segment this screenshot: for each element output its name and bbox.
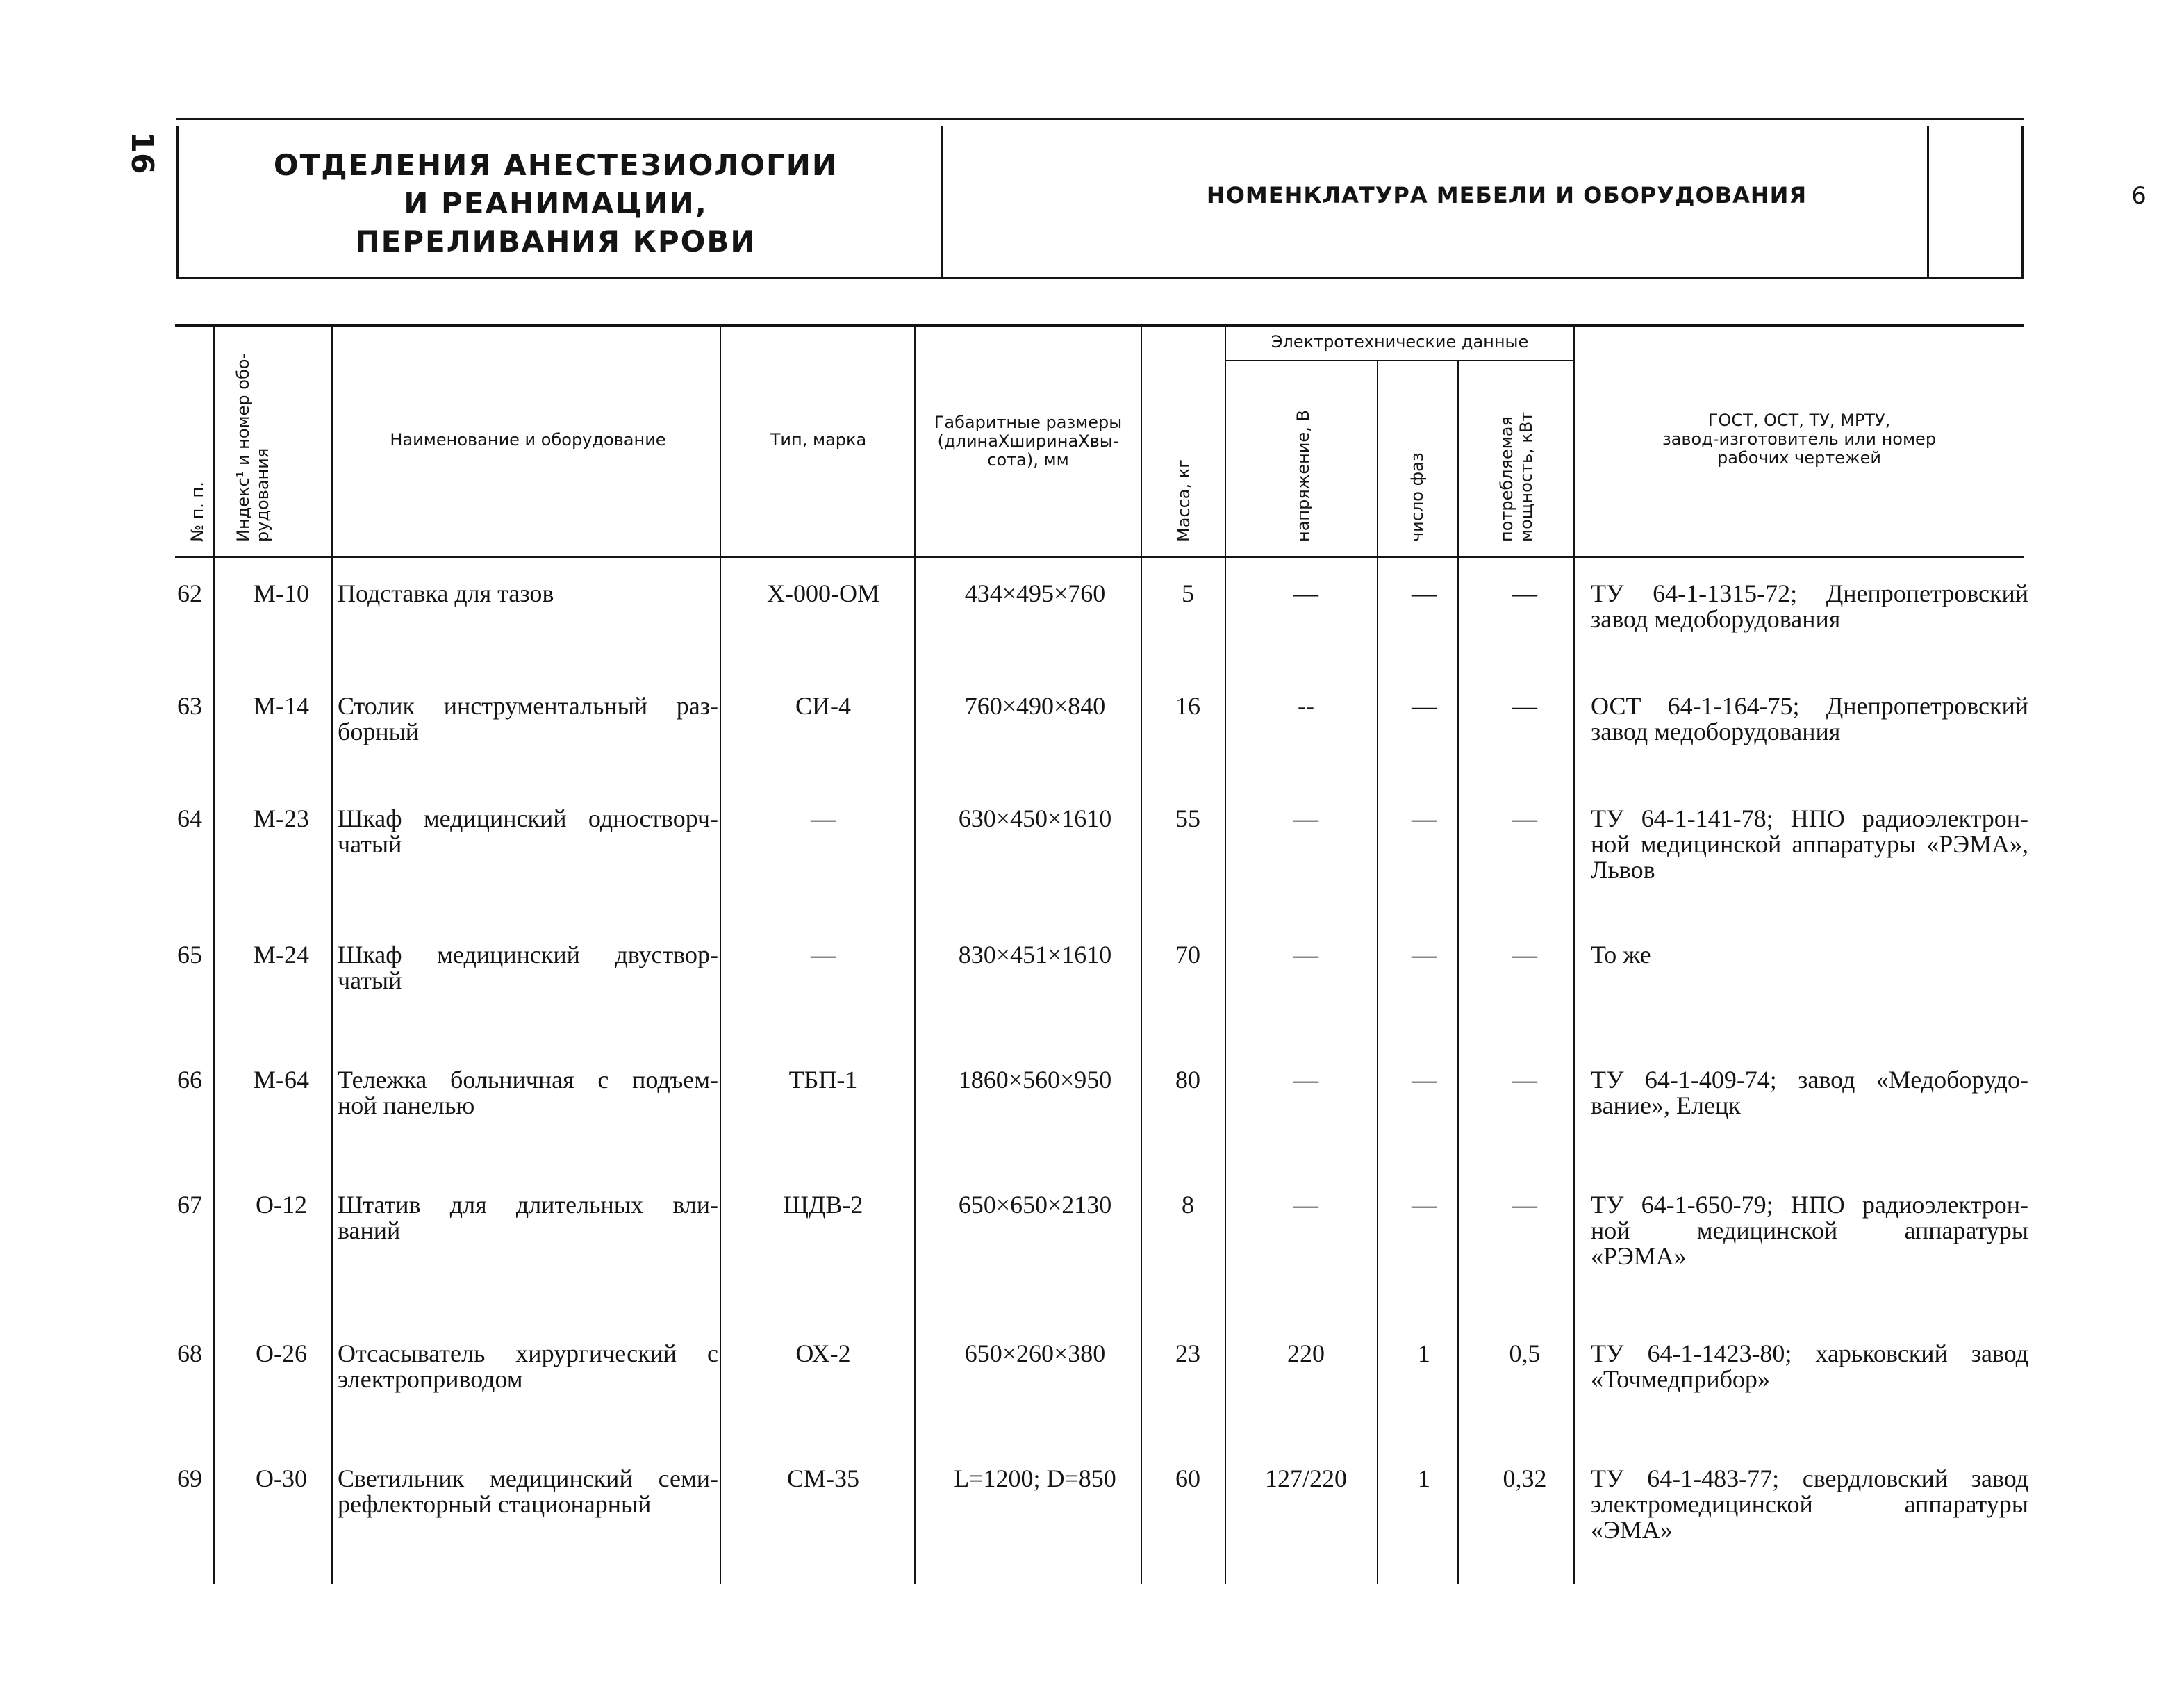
row-phases: —: [1412, 1191, 1437, 1219]
row-dims: L=1200; D=850: [954, 1465, 1116, 1492]
row-type: СМ-35: [786, 1465, 859, 1492]
row-phases: 1: [1418, 1465, 1430, 1492]
table-top-rule: [175, 324, 2024, 327]
row-name: [338, 942, 718, 993]
row-name-line: ваний: [338, 1217, 401, 1244]
header-phases: число фаз: [1407, 452, 1427, 542]
row-name: [338, 581, 718, 607]
row-dims: 650×260×380: [964, 1339, 1106, 1367]
row-name-line: Тележка больничная с подъем-: [338, 1066, 718, 1094]
row-mass: 8: [1182, 1191, 1194, 1219]
row-voltage: —: [1293, 1066, 1318, 1094]
row-name-line: ной панелью: [338, 1091, 475, 1119]
row-number: 68: [177, 1339, 202, 1367]
row-number: 65: [177, 941, 202, 968]
row-mass: 70: [1175, 941, 1200, 968]
header-index: [233, 353, 272, 542]
row-voltage: —: [1293, 579, 1318, 607]
header-electro-group: Электротехнические данные: [1271, 332, 1529, 352]
row-name: [338, 1341, 718, 1392]
row-name-line: Столик инструментальный раз-: [338, 692, 718, 720]
row-standard-line: ной медицинской аппаратуры: [1591, 1217, 2028, 1244]
section-subtitle: НОМЕНКЛАТУРА МЕБЕЛИ И ОБОРУДОВАНИЯ: [1206, 182, 1807, 208]
row-power: 0,32: [1503, 1465, 1547, 1492]
row-standard-line: «Точмедприбор»: [1591, 1365, 1770, 1393]
section-title-line: ОТДЕЛЕНИЯ АНЕСТЕЗИОЛОГИИ: [273, 148, 838, 182]
row-standard-line: ТУ 64-1-1315-72; Днепропетровский: [1591, 579, 2028, 607]
row-index: О-12: [256, 1191, 307, 1219]
column-divider: [1377, 361, 1378, 1584]
row-name-line: Светильник медицинский семи-: [338, 1465, 718, 1492]
row-index: М-24: [254, 941, 309, 968]
row-phases: —: [1412, 805, 1437, 832]
row-standard-line: вание», Елецк: [1591, 1091, 1741, 1119]
row-dims: 650×650×2130: [958, 1191, 1112, 1219]
row-type: —: [811, 941, 836, 968]
row-index: М-14: [254, 692, 309, 720]
row-power: 0,5: [1509, 1339, 1541, 1367]
row-index: М-10: [254, 579, 309, 607]
header-standard-line: ГОСТ, ОСТ, ТУ, МРТУ,: [1707, 411, 1891, 430]
row-voltage: —: [1293, 1191, 1318, 1219]
row-type: СИ-4: [795, 692, 851, 720]
row-mass: 16: [1175, 692, 1200, 720]
row-name: [338, 1466, 718, 1517]
row-name-line: Шкаф медицинский одностворч-: [338, 805, 718, 832]
row-standard-line: Львов: [1591, 856, 1655, 884]
page-number: 16: [124, 131, 160, 174]
header-voltage: напряжение, В: [1293, 410, 1313, 542]
header-index-line: Индекс¹ и номер обо-: [233, 352, 253, 542]
header-standard-line: рабочих чертежей: [1717, 448, 1881, 468]
row-standard-line: ТУ 64-1-483-77; свердловский завод: [1591, 1465, 2028, 1492]
row-dims: 830×451×1610: [958, 941, 1112, 968]
header-dims-line: Габаритные размеры: [934, 413, 1123, 432]
row-name-line: чатый: [338, 966, 402, 994]
row-number: 63: [177, 692, 202, 720]
row-number: 64: [177, 805, 202, 832]
header-power-line: мощность, кВт: [1516, 411, 1536, 542]
column-divider: [1457, 361, 1459, 1584]
row-type: ТБП-1: [788, 1066, 858, 1094]
row-standard-line: электромедицинской аппаратуры: [1591, 1490, 2028, 1518]
header-num: № п. п.: [188, 481, 207, 542]
row-power: —: [1512, 692, 1537, 720]
row-standard: [1591, 1341, 2028, 1392]
row-standard-line: завод медоборудования: [1591, 605, 1841, 633]
row-index: М-23: [254, 805, 309, 832]
row-phases: 1: [1418, 1339, 1430, 1367]
header-power-line: потребляемая: [1497, 416, 1516, 542]
row-type: ОХ-2: [795, 1339, 851, 1367]
row-standard-line: завод медоборудования: [1591, 718, 1841, 745]
row-number: 62: [177, 579, 202, 607]
row-phases: —: [1412, 941, 1437, 968]
row-type: —: [811, 805, 836, 832]
row-phases: —: [1412, 1066, 1437, 1094]
row-index: М-64: [254, 1066, 309, 1094]
row-dims: 630×450×1610: [958, 805, 1112, 832]
row-standard: [1591, 693, 2028, 745]
row-voltage: —: [1293, 941, 1318, 968]
row-standard-line: ТУ 64-1-1423-80; харьковский завод: [1591, 1339, 2028, 1367]
header-top-rule: [176, 118, 2024, 120]
row-name-line: электроприводом: [338, 1365, 523, 1393]
row-voltage: --: [1298, 692, 1314, 720]
row-standard: [1591, 942, 2028, 968]
section-title-line: И РЕАНИМАЦИИ,: [404, 186, 708, 220]
row-mass: 80: [1175, 1066, 1200, 1094]
row-standard-line: То же: [1591, 941, 1651, 968]
row-name: [338, 806, 718, 857]
row-voltage: 127/220: [1264, 1465, 1347, 1492]
row-phases: —: [1412, 579, 1437, 607]
row-index: О-30: [256, 1465, 307, 1492]
section-title-line: ПЕРЕЛИВАНИЯ КРОВИ: [355, 224, 756, 258]
row-standard-line: ОСТ 64-1-164-75; Днепропетровский: [1591, 692, 2028, 720]
row-number: 67: [177, 1191, 202, 1219]
group-header-rule: [1226, 360, 1573, 361]
row-standard-line: ТУ 64-1-409-74; завод «Медоборудо-: [1591, 1066, 2028, 1094]
row-power: —: [1512, 1191, 1537, 1219]
header-standard-line: завод-изготовитель или номер: [1662, 429, 1937, 449]
row-type: ЩДВ-2: [783, 1191, 863, 1219]
row-power: —: [1512, 805, 1537, 832]
row-power: —: [1512, 1066, 1537, 1094]
row-name: [338, 1192, 718, 1244]
row-mass: 55: [1175, 805, 1200, 832]
row-name-line: Отсасыватель хирургический с: [338, 1339, 718, 1367]
header-dims-line: (длинаХширинаХвы-: [937, 431, 1119, 451]
header-name: Наименование и оборудование: [390, 430, 666, 450]
row-standard-line: «РЭМА»: [1591, 1242, 1687, 1270]
row-name: [338, 693, 718, 745]
row-mass: 23: [1175, 1339, 1200, 1367]
row-standard: [1591, 1192, 2028, 1269]
row-standard: [1591, 581, 2028, 632]
header-standard: [1577, 411, 2021, 468]
row-voltage: —: [1293, 805, 1318, 832]
column-divider: [720, 327, 721, 1584]
row-dims: 760×490×840: [964, 692, 1106, 720]
header-mass: Масса, кг: [1174, 459, 1193, 542]
row-mass: 60: [1175, 1465, 1200, 1492]
column-divider: [213, 327, 215, 1584]
row-standard-line: ТУ 64-1-650-79; НПО радиоэлектрон-: [1591, 1191, 2028, 1219]
row-type: Х-000-ОМ: [767, 579, 879, 607]
row-standard-line: ной медицинской аппаратуры «РЭМА»,: [1591, 830, 2028, 858]
header-index-line: рудования: [253, 447, 272, 542]
row-name-line: рефлекторный стационарный: [338, 1490, 652, 1518]
row-standard-line: «ЭМА»: [1591, 1516, 1673, 1544]
row-name: [338, 1067, 718, 1119]
row-standard: [1591, 1466, 2028, 1543]
row-number: 66: [177, 1066, 202, 1094]
table-header-rule: [175, 556, 2024, 558]
header-bottom-rule: [176, 277, 2024, 279]
sheet-number: 6: [2131, 182, 2146, 210]
header-divider: [176, 126, 179, 278]
row-name-line: Шкаф медицинский двуствор-: [338, 941, 718, 968]
row-index: О-26: [256, 1339, 307, 1367]
header-type: Тип, марка: [770, 430, 867, 450]
header-dims-line: сота), мм: [987, 450, 1069, 470]
row-standard-line: ТУ 64-1-141-78; НПО радиоэлектрон-: [1591, 805, 2028, 832]
header-power: [1497, 412, 1536, 542]
row-name-line: чатый: [338, 830, 402, 858]
row-name-line: Штатив для длительных вли-: [338, 1191, 718, 1219]
row-number: 69: [177, 1465, 202, 1492]
row-dims: 1860×560×950: [958, 1066, 1112, 1094]
row-power: —: [1512, 941, 1537, 968]
row-standard: [1591, 1067, 2028, 1119]
row-standard: [1591, 806, 2028, 883]
document-header: [176, 118, 2146, 281]
header-dims: [918, 413, 1138, 470]
row-power: —: [1512, 579, 1537, 607]
row-phases: —: [1412, 692, 1437, 720]
row-name-line: Подставка для тазов: [338, 579, 554, 607]
row-name-line: борный: [338, 718, 420, 745]
row-mass: 5: [1182, 579, 1194, 607]
row-dims: 434×495×760: [964, 579, 1106, 607]
section-title: [181, 146, 931, 261]
row-voltage: 220: [1287, 1339, 1325, 1367]
